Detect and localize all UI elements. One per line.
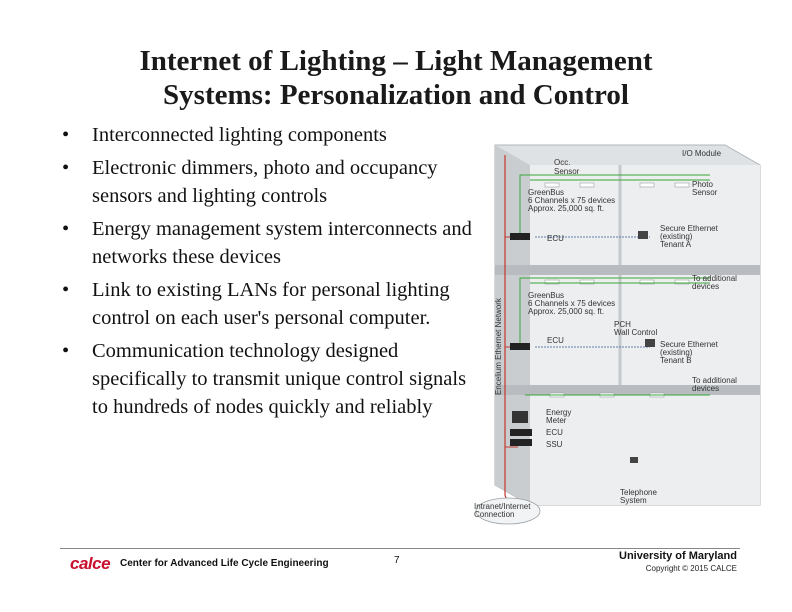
label-photo-sensor: Sensor xyxy=(692,188,718,197)
label-ecu: ECU xyxy=(547,336,564,345)
label-greenbus: GreenBus xyxy=(528,188,565,197)
label-telephone: System xyxy=(620,496,647,505)
label-secure-ethernet: Secure Ethernet xyxy=(660,340,718,349)
label-secure-ethernet: Tenant A xyxy=(660,240,692,249)
light-fixture xyxy=(675,183,689,187)
light-fixture xyxy=(545,183,559,187)
slide-title xyxy=(30,44,762,112)
label-ecu: ECU xyxy=(547,234,564,243)
label-intranet: Intranet/Internet xyxy=(474,502,531,511)
label-to-additional: devices xyxy=(692,282,720,291)
bullet-item: • Communication technology designed specifically to transmit unique control signals to hundreds of nodes quickly and reliably xyxy=(62,337,482,421)
label-photo-sensor: Photo xyxy=(692,180,713,189)
label-io-module: I/O Module xyxy=(682,149,722,158)
label-greenbus: Approx. 25,000 sq. ft. xyxy=(528,307,605,316)
bullet-item: • Link to existing LANs for personal lighting control on each user's personal computer. xyxy=(62,276,482,332)
label-pch: PCH xyxy=(614,320,631,329)
label-intranet: Connection xyxy=(474,510,515,519)
computer-monitor xyxy=(645,339,655,347)
label-greenbus: 6 Channels x 75 devices xyxy=(528,196,616,205)
bullet-item: • Energy management system interconnects and networks these devices xyxy=(62,215,482,271)
telephone-device xyxy=(630,457,638,463)
lighting-system-diagram xyxy=(470,125,770,537)
ssu-device xyxy=(510,439,532,446)
label-energy-meter: Energy xyxy=(546,408,572,417)
label-ecu: ECU xyxy=(546,428,563,437)
label-greenbus: 6 Channels x 75 devices xyxy=(528,299,616,308)
energy-meter-device xyxy=(512,411,528,423)
label-occ-sensor: Sensor xyxy=(554,167,580,176)
bullet-item: • Electronic dimmers, photo and occupancy sensors and lighting controls xyxy=(62,154,482,210)
label-greenbus: GreenBus xyxy=(528,291,565,300)
label-secure-ethernet: (existing) xyxy=(660,348,693,357)
label-ssu: SSU xyxy=(546,440,563,449)
ecu-device xyxy=(510,233,530,240)
label-to-additional: To additional xyxy=(692,274,737,283)
title-line-2: Systems: Personalization and Control xyxy=(163,79,629,111)
label-occ-sensor: Occ. xyxy=(554,158,571,167)
label-energy-meter: Meter xyxy=(546,416,567,425)
label-secure-ethernet: Secure Ethernet xyxy=(660,224,718,233)
light-fixture xyxy=(580,183,594,187)
calce-logo: calce xyxy=(70,554,111,573)
footer-center-name: Center for Advanced Life Cycle Engineering xyxy=(120,558,329,569)
computer-monitor xyxy=(638,231,648,239)
label-to-additional: To additional xyxy=(692,376,737,385)
ecu-device xyxy=(510,343,530,350)
label-greenbus: Approx. 25,000 sq. ft. xyxy=(528,204,605,213)
label-telephone: Telephone xyxy=(620,488,657,497)
footer-divider xyxy=(60,548,740,549)
title-line-1: Internet of Lighting – Light Management xyxy=(139,45,653,77)
bullet-item: • Interconnected lighting components xyxy=(62,121,482,149)
bullet-list xyxy=(62,121,482,426)
slab-2 xyxy=(495,385,760,395)
footer-university: University of Maryland xyxy=(619,550,737,562)
label-secure-ethernet: (existing) xyxy=(660,232,693,241)
page-number: 7 xyxy=(394,555,400,566)
footer-copyright: Copyright © 2015 CALCE xyxy=(645,564,737,573)
label-secure-ethernet: Tenant B xyxy=(660,356,692,365)
label-to-additional: devices xyxy=(692,384,720,393)
ecu-device xyxy=(510,429,532,436)
label-pch: Wall Control xyxy=(614,328,658,337)
label-network: Encelium Ethernet Network xyxy=(494,298,503,395)
light-fixture xyxy=(640,183,654,187)
